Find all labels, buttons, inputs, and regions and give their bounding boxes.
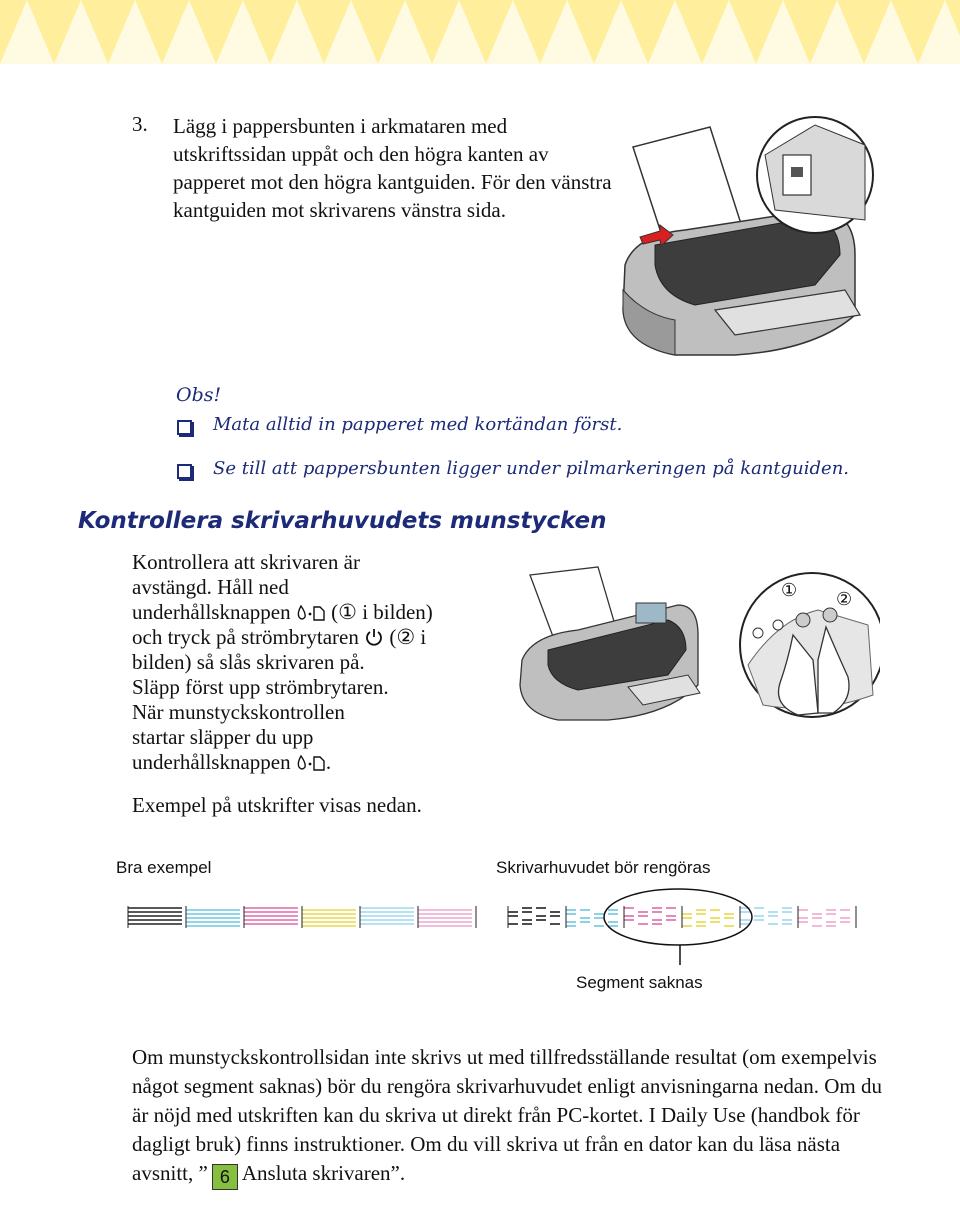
printer-buttons-illustration	[518, 565, 880, 725]
note-title: Obs!	[176, 384, 222, 406]
good-example-label: Bra exempel	[116, 858, 212, 877]
para-line	[132, 625, 512, 650]
para-line: Släpp först upp strömbrytaren.	[132, 675, 389, 699]
power-icon	[364, 627, 384, 647]
note-item: Se till att pappersbunten ligger under pilmarkeringen på kantguiden.	[213, 458, 850, 479]
step-6-badge: 6	[212, 1164, 238, 1190]
para-line	[132, 750, 512, 775]
step-number: 3.	[132, 112, 148, 136]
note-item: Mata alltid in papperet med kortändan först.	[213, 414, 623, 435]
para-line: Kontrollera att skrivaren är	[132, 550, 360, 574]
para-text: ① i bilden)	[338, 600, 433, 624]
para-line: När munstyckskontrollen	[132, 700, 345, 724]
bottom-text-link: Ansluta skrivaren”.	[241, 1161, 406, 1185]
instruction-paragraph	[132, 550, 512, 775]
good-nozzle-pattern	[126, 904, 482, 930]
bottom-text: Om munstyckskontrollsidan inte skrivs ut med tillfredsställande resultat (om exempelvis något segment saknas) bör du rengöra skrivarhuvudet enligt anvisningarna nedan. Om du är nöjd med utskriften kan du skriva ut direkt från PC-kortet. I Daily Use (handbok för dagligt bruk) finns instruktioner. Om du vill skriva ut från en dator kan du läsa nästa avsnitt, ”	[132, 1045, 882, 1185]
checkbox-bullet-icon	[177, 420, 192, 435]
callout-2: ②	[836, 589, 853, 610]
section-heading: Kontrollera skrivarhuvudets munstycken	[78, 508, 607, 534]
para-text: underhållsknappen	[132, 600, 291, 624]
bad-example-label: Skrivarhuvudet bör rengöras	[496, 858, 711, 877]
maintenance-button-icon	[296, 604, 326, 622]
missing-segment-label: Segment saknas	[576, 973, 703, 992]
bottom-paragraph	[132, 1043, 892, 1190]
step-instruction: Lägg i pappersbunten i arkmataren med utskriftssidan uppåt och den högra kanten av papperet mot den högra kantguiden. För den vänstra kantguiden mot skrivarens vänstra sida.	[173, 114, 612, 222]
checkbox-bullet-icon	[177, 464, 192, 479]
example-intro: Exempel på utskrifter visas nedan.	[132, 793, 422, 817]
para-line: startar släpper du upp	[132, 725, 314, 749]
para-text: .	[325, 750, 332, 774]
callout-1: ①	[781, 580, 798, 601]
missing-segment-callout	[600, 885, 760, 965]
maintenance-button-icon	[296, 754, 326, 772]
para-line: bilden) så slås skrivaren på.	[132, 650, 365, 674]
para-text: (② i	[389, 625, 427, 649]
para-line	[132, 600, 512, 625]
para-line: avstängd. Håll ned	[132, 575, 289, 599]
para-text: (	[331, 600, 339, 624]
printer-paper-loading-illustration	[615, 115, 875, 365]
para-text: underhållsknappen	[132, 750, 291, 774]
header-decoration	[0, 0, 960, 64]
para-text: och tryck på strömbrytaren	[132, 625, 359, 649]
